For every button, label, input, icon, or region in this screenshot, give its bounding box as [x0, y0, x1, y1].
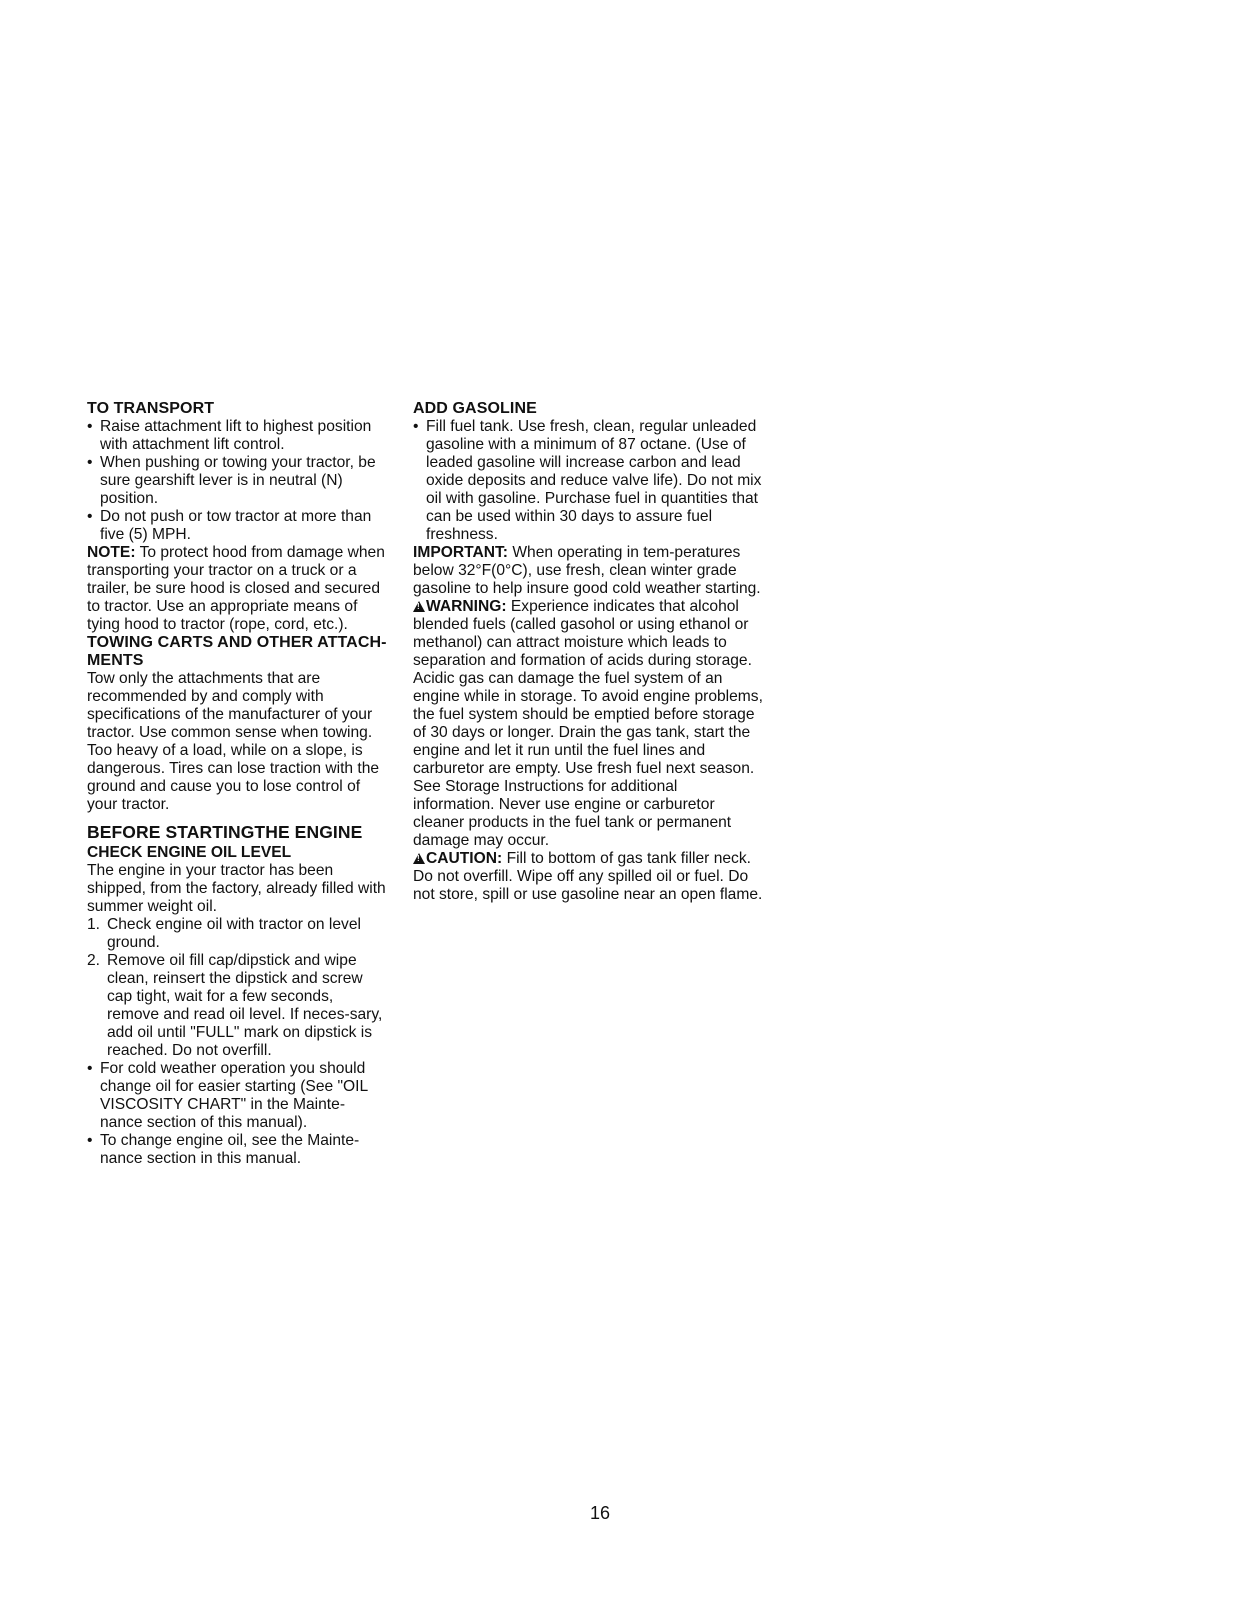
page-number: 16 [590, 1503, 611, 1523]
transport-bullet-list [87, 418, 387, 544]
before-starting-heading: BEFORE STARTINGTHE ENGINE [87, 822, 363, 842]
list-item: • To change engine oil, see the Mainte-nance section in this manual. [87, 1132, 387, 1168]
list-item: • Do not push or tow tractor at more than five (5) MPH. [87, 508, 387, 544]
gasoline-bullet-list [413, 418, 763, 544]
warning-icon [413, 601, 425, 612]
important-paragraph [413, 544, 763, 598]
caution-label: CAUTION: [426, 850, 503, 867]
warning-text: Experience indicates that alcohol blended fuels (called gasohol or using ethanol or methanol) can attract moisture which leads to separation and formation of acids during storage. Acidic gas can damage the fuel system of an engine while in storage. To avoid engine problems, the fuel system should be emptied before storage of 30 days or longer. Drain the gas tank, start the engine and let it run until the fuel lines and carburetor are empty. Use fresh fuel next season. See Storage Instructions for additional information. Never use engine or carburetor cleaner products in the fuel tank or permanent damage may occur. [413, 598, 763, 849]
list-item: • For cold weather operation you should change oil for easier starting (See "OIL VISCOSITY CHART" in the Mainte-nance section of this manual). [87, 1060, 387, 1132]
note-text: To protect hood from damage when transporting your tractor on a truck or a trailer, be sure hood is closed and secured to tractor. Use an appropriate means of tying hood to tractor (rope, cord, etc.). [87, 544, 385, 633]
oil-bullet-list [87, 1060, 387, 1168]
check-oil-steps [87, 916, 387, 1060]
warning-paragraph [413, 598, 763, 850]
list-item: • When pushing or towing your tractor, be sure gearshift lever is in neutral (N) position. [87, 454, 387, 508]
warning-label: WARNING: [426, 598, 507, 615]
important-text: When operating in tem-peratures below 32°F(0°C), use fresh, clean winter grade gasoline to help insure good cold weather starting. [413, 544, 761, 597]
caution-paragraph [413, 850, 763, 904]
list-item: • Fill fuel tank. Use fresh, clean, regular unleaded gasoline with a minimum of 87 octane. (Use of leaded gasoline will increase carbon and lead oxide deposits and reduce valve life). Do not mix oil with gasoline. Purchase fuel in quantities that can be used within 30 days to assure fuel freshness. [413, 418, 763, 544]
right-column [413, 400, 763, 904]
transport-heading: TO TRANSPORT [87, 400, 215, 417]
caution-icon [413, 853, 425, 864]
add-gasoline-heading: ADD GASOLINE [413, 400, 537, 417]
step-number: 1. [87, 916, 101, 933]
check-oil-subheading: CHECK ENGINE OIL LEVEL [87, 844, 292, 861]
step-text: Check engine oil with tractor on level ground. [107, 916, 361, 951]
list-item [87, 952, 387, 1060]
important-label: IMPORTANT: [413, 544, 508, 561]
towing-heading: TOWING CARTS AND OTHER ATTACH-MENTS [87, 634, 387, 669]
transport-note [87, 544, 387, 634]
step-number: 2. [87, 952, 101, 969]
note-label: NOTE: [87, 544, 136, 561]
towing-text: Tow only the attachments that are recommended by and comply with specifications of the manufacturer of your tractor. Use common sense when towing. Too heavy of a load, while on a slope, is dangerous. Tires can lose traction with the ground and cause you to lose control of your tractor. [87, 670, 380, 813]
check-oil-intro: The engine in your tractor has been shipped, from the factory, already filled with summer weight oil. [87, 862, 386, 915]
step-text: Remove oil fill cap/dipstick and wipe clean, reinsert the dipstick and screw cap tight, wait for a few seconds, remove and read oil level. If neces-sary, add oil until "FULL" mark on dipstick is reached. Do not overfill. [107, 952, 383, 1059]
list-item: • Raise attachment lift to highest position with attachment lift control. [87, 418, 387, 454]
left-column [87, 400, 387, 1168]
caution-text: Fill to bottom of gas tank filler neck. Do not overfill. Wipe off any spilled oil or fuel. Do not store, spill or use gasoline near an open flame. [413, 850, 763, 903]
list-item [87, 916, 387, 952]
